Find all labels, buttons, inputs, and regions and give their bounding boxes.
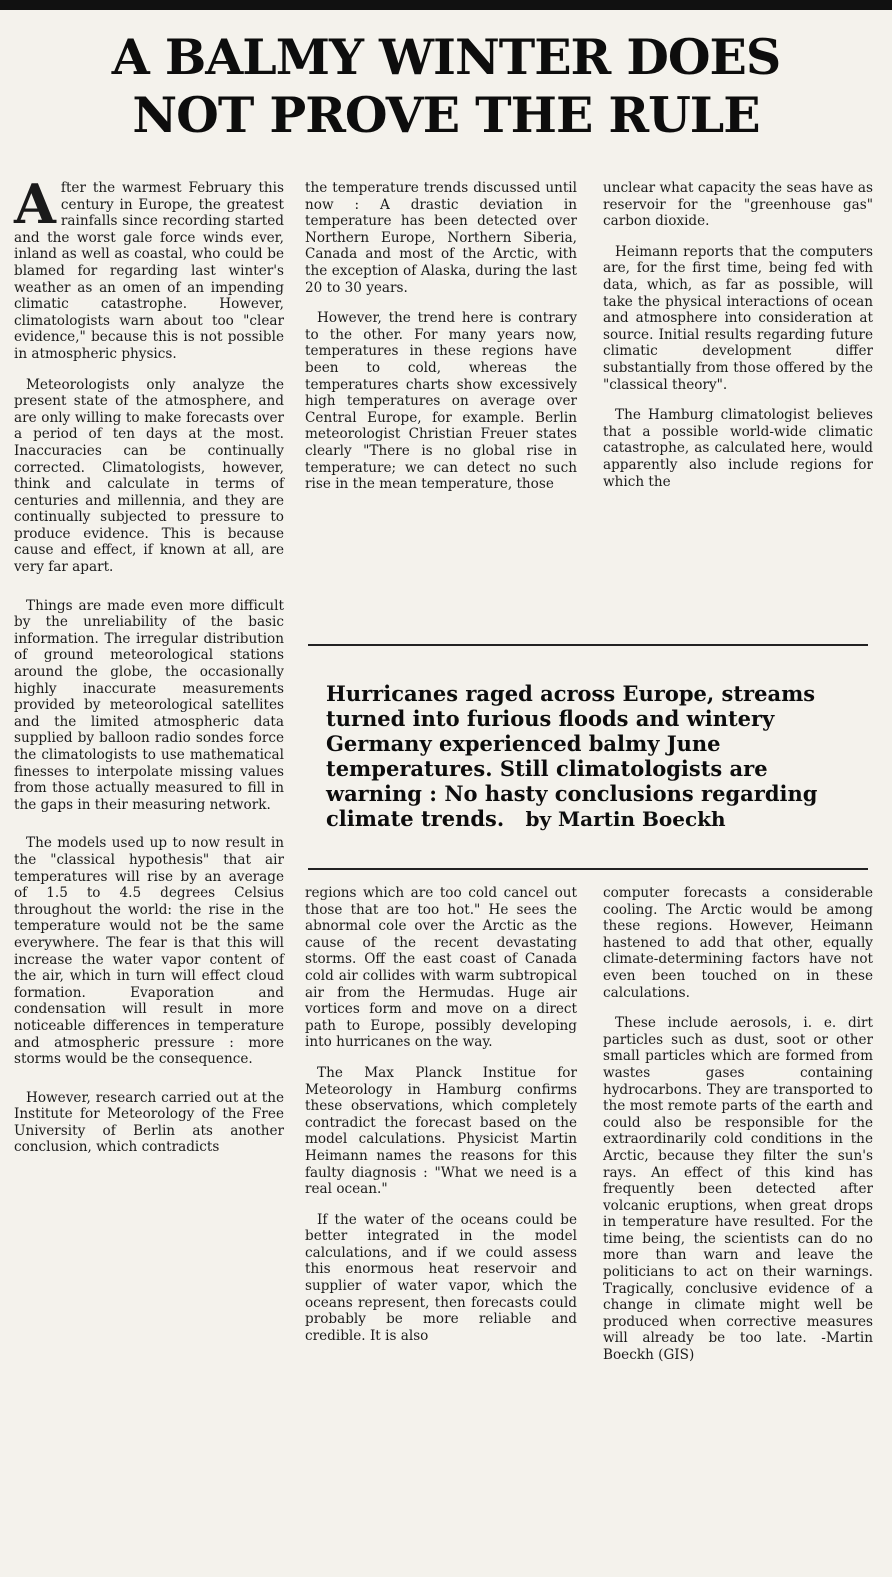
paragraph: Heimann reports that the computers are, for the first time, being fed with data, which, as far as possible, will take the physical interactions of ocean and atmosphere into consideration at source. Initial results regarding future climatic development differ substantially from those offered by the "classical theory". [603,243,873,393]
paragraph: However, the trend here is contrary to the other. For many years now, temperatures in these regions have been to cold, whereas the temperatures charts show excessively high temperatures on average over Central Europe, for example. Berlin meteorologist Christian Freuer states clearly "There is no global rise in temperature; we can detect no such rise in the mean temperature, those [305,310,577,493]
paragraph: However, research carried out at the Institute for Meteorology of the Free University of Berlin ats another conclusion, which contradicts [14,1089,284,1156]
divider-bottom [308,868,868,870]
headline-line-2: NOT PROVE THE RULE [132,86,760,144]
article-column-5 [603,885,873,1378]
deck [326,681,861,832]
article-column-2 [305,180,577,507]
paragraph: the temperature trends discussed until now : A drastic deviation in temperature has been detected over Northern Europe, Northern Siberia, Canada and most of the Arctic, with the exception of Alaska, during the last 20 to 30 years. [305,180,577,296]
drop-cap: A [14,172,56,236]
byline: by Martin Boeckh [525,807,726,831]
article-column-4 [305,885,577,1358]
paragraph: The Hamburg climatologist believes that a possible world-wide climatic catastrophe, as calculated here, would apparently also include regions for which the [603,407,873,490]
divider-top [308,644,868,646]
paragraph: unclear what capacity the seas have as reservoir for the "greenhouse gas" carbon dioxide. [603,180,873,230]
paragraph: If the water of the oceans could be better integrated in the model calculations, and if we could assess this enormous heat reservoir and supplier of water vapor, which the oceans represent, then forecasts could probably be more reliable and credible. It is also [305,1211,577,1344]
paragraph: These include aerosols, i. e. dirt particles such as dust, soot or other small particles which are formed from wastes gases containing hydrocarbons. They are transported to the most remote parts of the earth and could also be responsible for the extraordinarily cold conditions in the Arctic, because they filter the sun's rays. An effect of this kind has frequently been detected after volcanic eruptions, when great drops in temperature have resulted. For the time being, the scientists can do no more than warn and leave the politicians to act on their warnings. Tragically, conclusive evidence of a change in climate might well be produced when corrective measures will already be too late. -Martin Boeckh (GIS) [603,1015,873,1364]
paragraph: computer forecasts a considerable cooling. The Arctic would be among these regions. However, Heimann hastened to add that other, equally climate-determining factors have not even been touched on in these calculations. [603,885,873,1001]
paragraph: Things are made even more difficult by the unreliability of the basic information. The irregular distribution of ground meteorological stations around the globe, the occasionally highly inaccurate measurements provided by meteorological satellites and the limited atmospheric data supplied by balloon radio sondes force the climatologists to use mathematical finesses to interpolate missing values from those actually measured to fill in the gaps in their measuring network. [14,597,284,813]
article-column-3 [603,180,873,504]
paragraph-text: fter the warmest February this century in Europe, the greatest rainfalls since recording started and the worst gale force winds ever, inland as well as coastal, who could be blamed for regarding last winter's weather as an omen of an impending climatic catastrophe. However, climatologists warn about too "clear evidence," because this is not possible in atmospheric physics. [14,180,284,362]
headline [0,28,892,144]
paragraph: Meteorologists only analyze the present state of the atmosphere, and are only willing to make forecasts over a period of ten days at the most. Inaccuracies can be continually corrected. Climatologists, however, think and calculate in terms of centuries and millennia, and they are continually subjected to pressure to produce evidence. This is because cause and effect, if known at all, are very far apart. [14,376,284,576]
top-border [0,0,892,10]
paragraph: The models used up to now result in the "classical hypothesis" that air temperatures will rise by an average of 1.5 to 4.5 degrees Celsius throughout the world: the rise in the temperature would not be the same everywhere. The fear is that this will increase the water vapor content of the air, which in turn will effect cloud formation. Evaporation and condensation will result in more noticeable differences in temperature and atmospheric pressure : more storms would be the consequence. [14,835,284,1068]
headline-line-1: A BALMY WINTER DOES [111,28,781,86]
paragraph: regions which are too cold cancel out those that are too hot." He sees the abnormal cole over the Arctic as the cause of the recent devastating storms. Off the east coast of Canada cold air collides with warm subtropical air from the Hermudas. Huge air vortices form and move on a direct path to Europe, possibly developing into hurricanes on the way. [305,885,577,1051]
paragraph [14,172,284,363]
deck-text: Hurricanes raged across Europe, streams turned into furious floods and wintery Germany experienced balmy June temperatures. Still climatologists are warning : No hasty conclusions regarding climate trends. [326,681,818,831]
article-column-1 [14,172,284,1170]
paragraph: The Max Planck Institue for Meteorology in Hamburg confirms these observations, which completely contradict the forecast based on the model calculations. Physicist Martin Heimann names the reasons for this faulty diagnosis : "What we need is a real ocean." [305,1064,577,1198]
